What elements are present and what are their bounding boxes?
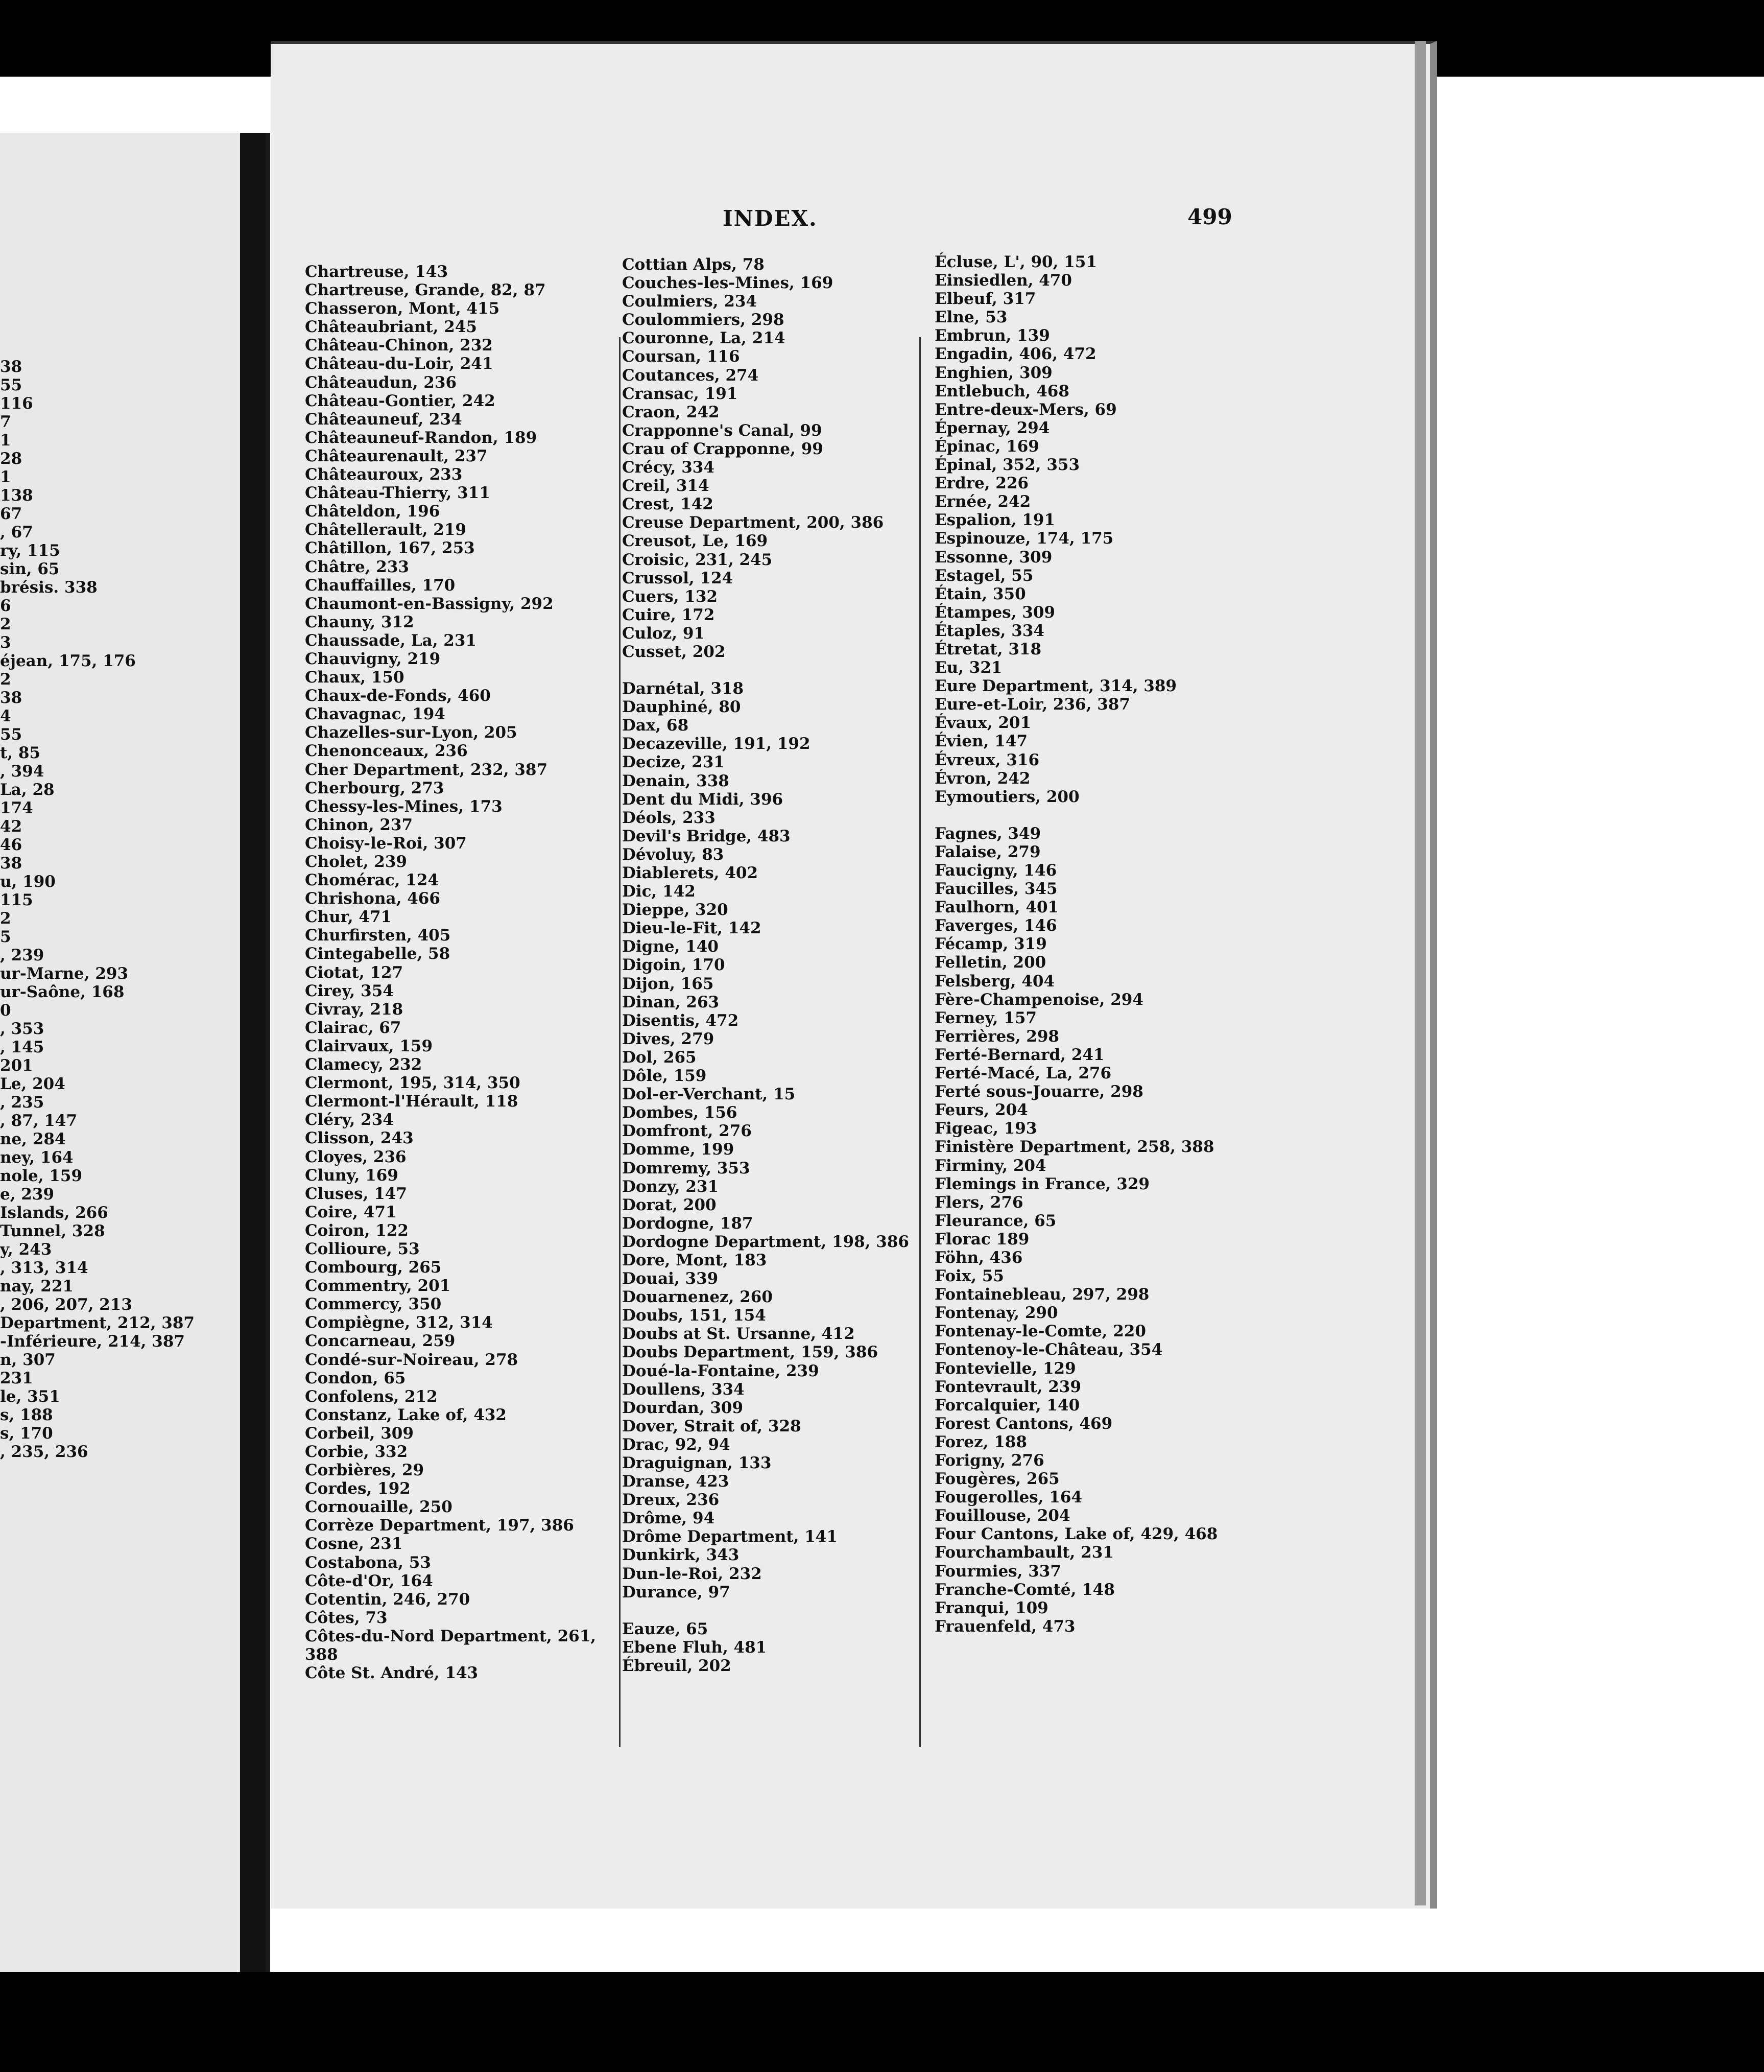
index-entry: Firminy, 204 (935, 1156, 1046, 1175)
index-entry: Foix, 55 (935, 1267, 1004, 1286)
left-fragment: 38 (0, 358, 22, 376)
index-entry: Clamecy, 232 (305, 1055, 422, 1074)
left-fragment: 0 (0, 1001, 11, 1020)
index-entry: Darnétal, 318 (622, 679, 744, 698)
left-page (0, 133, 270, 1972)
index-entry: Crapponne's Canal, 99 (622, 421, 822, 440)
index-entry: Concarneau, 259 (305, 1332, 456, 1351)
index-entry: Coulommiers, 298 (622, 311, 784, 329)
index-entry: Digne, 140 (622, 937, 719, 956)
index-entry: Forcalquier, 140 (935, 1396, 1080, 1415)
index-entry: Essonne, 309 (935, 548, 1053, 567)
index-entry: Châteauneuf, 234 (305, 410, 462, 429)
index-entry: Fontenay-le-Comte, 220 (935, 1322, 1146, 1341)
index-entry: Diablerets, 402 (622, 864, 758, 882)
page-edge (1415, 41, 1426, 1905)
index-entry: Épernay, 294 (935, 418, 1050, 437)
left-fragment: 138 (0, 486, 33, 505)
index-entry: Devil's Bridge, 483 (622, 827, 791, 845)
left-fragment: 42 (0, 817, 22, 836)
index-entry: Chartreuse, 143 (305, 263, 448, 281)
left-fragment: ry, 115 (0, 541, 60, 560)
index-entry: Dun-le-Roi, 232 (622, 1564, 762, 1583)
index-entry: Cléry, 234 (305, 1111, 394, 1129)
index-entry: Cluses, 147 (305, 1184, 407, 1203)
index-entry: Corrèze Department, 197, 386 (305, 1516, 574, 1535)
index-entry: Commentry, 201 (305, 1277, 451, 1296)
index-entry: Douai, 339 (622, 1269, 719, 1288)
index-entry: Châteaubriant, 245 (305, 318, 477, 337)
left-fragment: ney, 164 (0, 1148, 74, 1167)
index-entry: Eymoutiers, 200 (935, 787, 1080, 806)
index-entry: Cirey, 354 (305, 981, 394, 1000)
index-entry: Costabona, 53 (305, 1553, 431, 1572)
index-entry: Étain, 350 (935, 584, 1026, 603)
index-entry: Erdre, 226 (935, 474, 1029, 493)
left-fragment: 3 (0, 633, 11, 652)
index-entry: Four Cantons, Lake of, 429, 468 (935, 1525, 1218, 1544)
left-fragment: 46 (0, 836, 22, 854)
left-fragment: Department, 212, 387 (0, 1314, 195, 1332)
index-entry: Fécamp, 319 (935, 935, 1047, 954)
index-entry: Côte St. André, 143 (305, 1664, 479, 1683)
left-fragment: , 313, 314 (0, 1259, 88, 1277)
index-entry: Confolens, 212 (305, 1387, 438, 1406)
index-entry: Domme, 199 (622, 1140, 734, 1159)
left-fragment: , 353 (0, 1020, 44, 1038)
index-entry: Flers, 276 (935, 1193, 1023, 1212)
column-rule-2 (919, 337, 921, 1747)
left-fragment: nay, 221 (0, 1277, 74, 1296)
index-entry: Château-Chinon, 232 (305, 336, 493, 355)
left-fragment: 55 (0, 376, 22, 394)
index-entry: Culoz, 91 (622, 624, 705, 643)
index-entry: Elne, 53 (935, 308, 1008, 327)
index-entry: 388 (305, 1645, 338, 1664)
index-entry: Condé-sur-Noireau, 278 (305, 1350, 518, 1369)
left-fragment: 28 (0, 450, 22, 468)
left-fragment: 6 (0, 597, 11, 615)
left-fragment: 5 (0, 928, 11, 946)
index-entry: Dic, 142 (622, 882, 696, 901)
index-entry: Chartreuse, Grande, 82, 87 (305, 281, 546, 300)
index-entry: Croisic, 231, 245 (622, 550, 773, 569)
index-entry: Drac, 92, 94 (622, 1435, 730, 1454)
index-entry: Finistère Department, 258, 388 (935, 1138, 1214, 1157)
index-entry: Cordes, 192 (305, 1479, 411, 1498)
index-entry: Faucigny, 146 (935, 861, 1057, 880)
index-entry: Ferté-Macé, La, 276 (935, 1064, 1112, 1083)
left-fragment: nole, 159 (0, 1167, 83, 1185)
left-fragment: 55 (0, 725, 22, 744)
index-entry: Cusset, 202 (622, 642, 726, 661)
index-entry: Ferté-Bernard, 241 (935, 1045, 1105, 1064)
left-fragment: 38 (0, 854, 22, 873)
index-entry: Dijon, 165 (622, 974, 714, 993)
index-entry: Forigny, 276 (935, 1451, 1044, 1470)
index-entry: Coiron, 122 (305, 1221, 409, 1240)
index-entry: Forez, 188 (935, 1432, 1027, 1451)
left-fragment: Tunnel, 328 (0, 1222, 105, 1240)
index-entry: Disentis, 472 (622, 1011, 739, 1030)
index-entry: Felletin, 200 (935, 953, 1046, 972)
index-entry: Châtellerault, 219 (305, 521, 466, 539)
index-entry: Enghien, 309 (935, 363, 1053, 382)
index-entry: Dôle, 159 (622, 1067, 707, 1086)
left-fragment: 2 (0, 670, 11, 689)
index-entry: Chenonceaux, 236 (305, 742, 468, 761)
index-entry: Châteaurenault, 237 (305, 446, 488, 465)
index-entry: Doubs at St. Ursanne, 412 (622, 1325, 855, 1344)
index-entry: Cher Department, 232, 387 (305, 760, 548, 779)
index-column-1 (305, 263, 622, 1682)
index-entry: Faverges, 146 (935, 916, 1057, 935)
index-entry: Dol-er-Verchant, 15 (622, 1085, 796, 1104)
index-entry: Frauenfeld, 473 (935, 1617, 1076, 1636)
left-fragment: n, 307 (0, 1351, 56, 1369)
left-fragment: 116 (0, 394, 33, 413)
left-fragment: brésis. 338 (0, 578, 98, 597)
index-entry: Domremy, 353 (622, 1159, 750, 1178)
index-entry: Falaise, 279 (935, 842, 1041, 861)
index-entry: Cuers, 132 (622, 587, 718, 606)
index-entry: Chinon, 237 (305, 815, 413, 834)
index-entry: Domfront, 276 (622, 1122, 752, 1141)
index-entry: Chauny, 312 (305, 613, 414, 631)
index-entry: Fougères, 265 (935, 1470, 1060, 1489)
index-entry: Ernée, 242 (935, 492, 1031, 511)
index-entry (622, 661, 908, 679)
index-entry: Chaussade, La, 231 (305, 631, 476, 650)
left-fragment: 1 (0, 431, 11, 450)
index-entry: Faucilles, 345 (935, 880, 1058, 899)
index-entry: Ferrières, 298 (935, 1027, 1060, 1046)
left-page-fragments (0, 358, 255, 1461)
index-entry: Chavagnac, 194 (305, 705, 445, 724)
index-entry: Corbières, 29 (305, 1461, 424, 1480)
index-entry: Eure-et-Loir, 236, 387 (935, 695, 1130, 714)
index-entry: Estagel, 55 (935, 566, 1034, 585)
index-entry: Chaumont-en-Bassigny, 292 (305, 594, 554, 613)
index-entry: Fontenay, 290 (935, 1304, 1058, 1323)
left-fragment: 7 (0, 413, 11, 431)
left-fragment: y, 243 (0, 1240, 52, 1259)
left-fragment: t, 85 (0, 744, 41, 762)
index-entry: Donzy, 231 (622, 1177, 719, 1196)
index-entry: Compiègne, 312, 314 (305, 1313, 493, 1332)
index-entry: Espinouze, 174, 175 (935, 529, 1114, 548)
index-entry: Dax, 68 (622, 716, 689, 735)
index-entry: Châteldon, 196 (305, 502, 440, 521)
index-entry: Évron, 242 (935, 769, 1031, 788)
index-entry: Fontainebleau, 297, 298 (935, 1285, 1150, 1304)
index-column-2 (622, 255, 908, 1675)
index-entry: Cherbourg, 273 (305, 779, 444, 797)
index-entry: Fagnes, 349 (935, 824, 1041, 843)
index-entry: Château-Gontier, 242 (305, 391, 495, 410)
index-entry: Cuire, 172 (622, 605, 715, 624)
index-entry: Clairac, 67 (305, 1018, 401, 1037)
index-entry: Embrun, 139 (935, 326, 1050, 345)
index-entry: Chaux-de-Fonds, 460 (305, 687, 491, 705)
index-entry: Chessy-les-Mines, 173 (305, 797, 503, 816)
index-entry: Felsberg, 404 (935, 972, 1055, 991)
page-number: 499 (1187, 204, 1232, 229)
index-entry: Dordogne, 187 (622, 1214, 753, 1233)
index-entry: Feurs, 204 (935, 1101, 1028, 1120)
index-entry: Entre-deux-Mers, 69 (935, 400, 1117, 419)
left-fragment: , 239 (0, 946, 44, 964)
index-entry: Dordogne Department, 198, 386 (622, 1232, 909, 1251)
index-entry: Fontenoy-le-Château, 354 (935, 1340, 1163, 1359)
index-entry: Dourdan, 309 (622, 1398, 744, 1417)
left-fragment: , 87, 147 (0, 1112, 78, 1130)
index-entry: Dunkirk, 343 (622, 1546, 740, 1565)
index-entry: Château-Thierry, 311 (305, 484, 490, 503)
page-title: INDEX. (723, 206, 818, 231)
index-entry: Faulhorn, 401 (935, 898, 1059, 917)
index-entry: Fourmies, 337 (935, 1562, 1061, 1581)
left-fragment: u, 190 (0, 873, 56, 891)
index-entry: Cransac, 191 (622, 384, 738, 403)
left-fragment: ne, 284 (0, 1130, 66, 1148)
index-entry: Dore, Mont, 183 (622, 1251, 767, 1269)
left-fragment: 2 (0, 909, 11, 928)
index-entry: Cosne, 231 (305, 1535, 403, 1553)
index-entry: Dinan, 263 (622, 993, 720, 1011)
left-fragment: 201 (0, 1056, 33, 1075)
index-entry: Évreux, 316 (935, 750, 1040, 769)
book-gutter (240, 133, 266, 1972)
index-entry: Creusot, Le, 169 (622, 532, 768, 551)
index-entry: Chasseron, Mont, 415 (305, 299, 500, 318)
left-fragment: , 67 (0, 523, 33, 541)
left-fragment: 4 (0, 707, 11, 725)
index-entry: Decazeville, 191, 192 (622, 735, 811, 754)
index-entry: Coutances, 274 (622, 366, 759, 385)
index-entry: Déols, 233 (622, 808, 716, 827)
left-fragment: 174 (0, 799, 33, 817)
left-fragment: ur-Marne, 293 (0, 964, 129, 983)
left-fragment: , 145 (0, 1038, 44, 1056)
index-column-3 (935, 253, 1282, 1636)
left-fragment: s, 188 (0, 1406, 53, 1424)
index-entry: Constanz, Lake of, 432 (305, 1405, 507, 1424)
index-entry: Fontevrault, 239 (935, 1377, 1081, 1396)
index-entry: Douarnenez, 260 (622, 1288, 773, 1307)
index-entry: Dauphiné, 80 (622, 698, 741, 717)
index-entry: Côtes, 73 (305, 1608, 388, 1627)
index-entry: Cotentin, 246, 270 (305, 1590, 470, 1609)
index-entry: Craon, 242 (622, 403, 720, 421)
index-entry: Épinac, 169 (935, 437, 1039, 456)
index-entry: Étampes, 309 (935, 603, 1055, 622)
index-entry: Chomérac, 124 (305, 871, 439, 890)
index-entry: Doubs, 151, 154 (622, 1306, 766, 1325)
index-entry: Dives, 279 (622, 1029, 714, 1048)
left-fragment: 1 (0, 468, 11, 486)
index-entry: Coire, 471 (305, 1203, 397, 1221)
index-entry: Crau of Crapponne, 99 (622, 439, 823, 458)
left-fragment: La, 28 (0, 781, 55, 799)
left-fragment: , 235, 236 (0, 1443, 88, 1461)
index-entry: Coulmiers, 234 (622, 292, 757, 311)
index-entry: Cornouaille, 250 (305, 1498, 452, 1517)
index-entry: Évien, 147 (935, 732, 1028, 751)
index-entry: Elbeuf, 317 (935, 290, 1036, 309)
index-entry: Cintegabelle, 58 (305, 945, 450, 963)
index-entry: Flemings in France, 329 (935, 1174, 1150, 1193)
index-entry: Drôme, 94 (622, 1509, 715, 1528)
left-fragment: e, 239 (0, 1185, 55, 1204)
left-fragment: éjean, 175, 176 (0, 652, 136, 670)
index-entry: Ebene Fluh, 481 (622, 1638, 767, 1657)
index-entry: Châteauneuf-Randon, 189 (305, 428, 537, 447)
index-entry: Chrishona, 466 (305, 889, 440, 908)
index-entry: Föhn, 436 (935, 1248, 1023, 1267)
index-entry: Doubs Department, 159, 386 (622, 1343, 878, 1362)
index-entry: Doué-la-Fontaine, 239 (622, 1361, 819, 1380)
index-entry: Clisson, 243 (305, 1129, 414, 1148)
index-entry: Couches-les-Mines, 169 (622, 274, 833, 293)
index-entry: Florac 189 (935, 1230, 1030, 1249)
index-entry: Évaux, 201 (935, 714, 1032, 733)
index-entry: Forest Cantons, 469 (935, 1414, 1113, 1433)
index-entry: Ferney, 157 (935, 1008, 1037, 1027)
index-entry: Condon, 65 (305, 1369, 406, 1387)
index-entry: Dol, 265 (622, 1048, 697, 1067)
index-entry: Dreux, 236 (622, 1491, 720, 1510)
index-entry: Engadin, 406, 472 (935, 345, 1096, 364)
index-entry: Corbie, 332 (305, 1443, 408, 1461)
left-fragment: , 235 (0, 1093, 44, 1112)
index-entry: Clairvaux, 159 (305, 1037, 433, 1055)
index-entry: Châtillon, 167, 253 (305, 539, 475, 558)
index-entry: Corbeil, 309 (305, 1424, 414, 1443)
index-entry: Fère-Champenoise, 294 (935, 990, 1143, 1009)
index-entry: Côte-d'Or, 164 (305, 1571, 433, 1590)
index-entry: Crussol, 124 (622, 569, 733, 587)
index-entry: Chauffailles, 170 (305, 576, 456, 595)
index-entry: Ciotat, 127 (305, 963, 403, 982)
index-entry: Dombes, 156 (622, 1103, 737, 1122)
left-fragment: 231 (0, 1369, 33, 1387)
index-entry: Ébreuil, 202 (622, 1656, 731, 1675)
index-entry: Decize, 231 (622, 753, 725, 772)
index-entry: Chazelles-sur-Lyon, 205 (305, 723, 517, 742)
index-entry: Châteaudun, 236 (305, 373, 457, 392)
index-entry: Draguignan, 133 (622, 1454, 772, 1472)
index-entry: Commercy, 350 (305, 1295, 442, 1314)
index-entry: Eauze, 65 (622, 1619, 708, 1638)
index-entry: Écluse, L', 90, 151 (935, 253, 1097, 271)
left-fragment: ur-Saône, 168 (0, 983, 125, 1001)
index-entry: Fourchambault, 231 (935, 1543, 1114, 1562)
index-entry: Eure Department, 314, 389 (935, 677, 1177, 696)
index-entry: Cholet, 239 (305, 853, 408, 871)
index-entry: Churfirsten, 405 (305, 926, 451, 945)
index-entry: Clermont, 195, 314, 350 (305, 1074, 520, 1093)
index-entry: Collioure, 53 (305, 1239, 420, 1258)
index-entry: Fougerolles, 164 (935, 1488, 1082, 1507)
index-entry: Civray, 218 (305, 1000, 403, 1019)
index-entry (935, 806, 1282, 825)
index-entry: Cluny, 169 (305, 1166, 398, 1185)
index-entry: Dorat, 200 (622, 1195, 717, 1214)
index-entry: Espalion, 191 (935, 511, 1055, 530)
left-fragment: 2 (0, 615, 11, 633)
index-entry: Durance, 97 (622, 1583, 730, 1602)
index-entry: Digoin, 170 (622, 956, 725, 975)
index-entry: Fleurance, 65 (935, 1211, 1057, 1230)
index-entry: Doullens, 334 (622, 1380, 745, 1399)
left-fragment: -Inférieure, 214, 387 (0, 1332, 185, 1351)
index-entry: Drôme Department, 141 (622, 1527, 838, 1546)
index-entry: Étaples, 334 (935, 621, 1044, 640)
index-entry: Dover, Strait of, 328 (622, 1417, 801, 1435)
index-entry: Franche-Comté, 148 (935, 1580, 1115, 1599)
left-fragment: 38 (0, 689, 22, 707)
left-fragment: sin, 65 (0, 560, 60, 578)
index-entry: Coursan, 116 (622, 347, 740, 366)
index-entry: Choisy-le-Roi, 307 (305, 834, 467, 853)
index-entry: Entlebuch, 468 (935, 382, 1069, 401)
index-entry: Dieu-le-Fit, 142 (622, 919, 761, 938)
index-entry: Franqui, 109 (935, 1598, 1048, 1617)
index-entry: Fontevielle, 129 (935, 1359, 1076, 1378)
index-entry: Dent du Midi, 396 (622, 790, 783, 809)
left-fragment: Le, 204 (0, 1075, 65, 1093)
index-entry: Creil, 314 (622, 477, 709, 496)
index-entry: Dieppe, 320 (622, 901, 728, 920)
index-entry: Chur, 471 (305, 908, 392, 927)
index-entry: Chaux, 150 (305, 668, 404, 687)
left-fragment: le, 351 (0, 1387, 60, 1406)
index-entry: Figeac, 193 (935, 1119, 1037, 1138)
index-entry: Dévoluy, 83 (622, 845, 724, 864)
left-fragment: , 394 (0, 762, 44, 781)
left-fragment: 115 (0, 891, 33, 909)
index-entry: Couronne, La, 214 (622, 329, 785, 348)
index-entry: Crécy, 334 (622, 458, 714, 477)
index-entry: Einsiedlen, 470 (935, 271, 1072, 290)
index-entry: Ferté sous-Jouarre, 298 (935, 1082, 1143, 1101)
index-entry: Châtre, 233 (305, 557, 409, 576)
index-entry: Cloyes, 236 (305, 1147, 407, 1166)
index-entry: Côtes-du-Nord Department, 261, (305, 1627, 597, 1645)
left-fragment: Islands, 266 (0, 1204, 108, 1222)
index-entry: Chauvigny, 219 (305, 649, 441, 668)
index-entry: Dranse, 423 (622, 1472, 729, 1491)
index-entry: Combourg, 265 (305, 1258, 442, 1277)
index-entry: Château-du-Loir, 241 (305, 355, 493, 373)
left-fragment: , 206, 207, 213 (0, 1296, 132, 1314)
index-entry: Clermont-l'Hérault, 118 (305, 1092, 518, 1111)
index-entry: Fouillouse, 204 (935, 1506, 1070, 1525)
left-fragment: 67 (0, 505, 22, 523)
index-entry: Eu, 321 (935, 658, 1003, 677)
index-entry (622, 1602, 908, 1620)
index-entry: Châteauroux, 233 (305, 465, 463, 484)
left-fragment: s, 170 (0, 1424, 53, 1443)
index-entry: Étretat, 318 (935, 640, 1042, 658)
index-entry: Cottian Alps, 78 (622, 255, 765, 274)
index-entry: Épinal, 352, 353 (935, 456, 1080, 475)
index-entry: Creuse Department, 200, 386 (622, 513, 884, 532)
index-entry: Denain, 338 (622, 771, 729, 790)
index-entry: Crest, 142 (622, 495, 713, 514)
